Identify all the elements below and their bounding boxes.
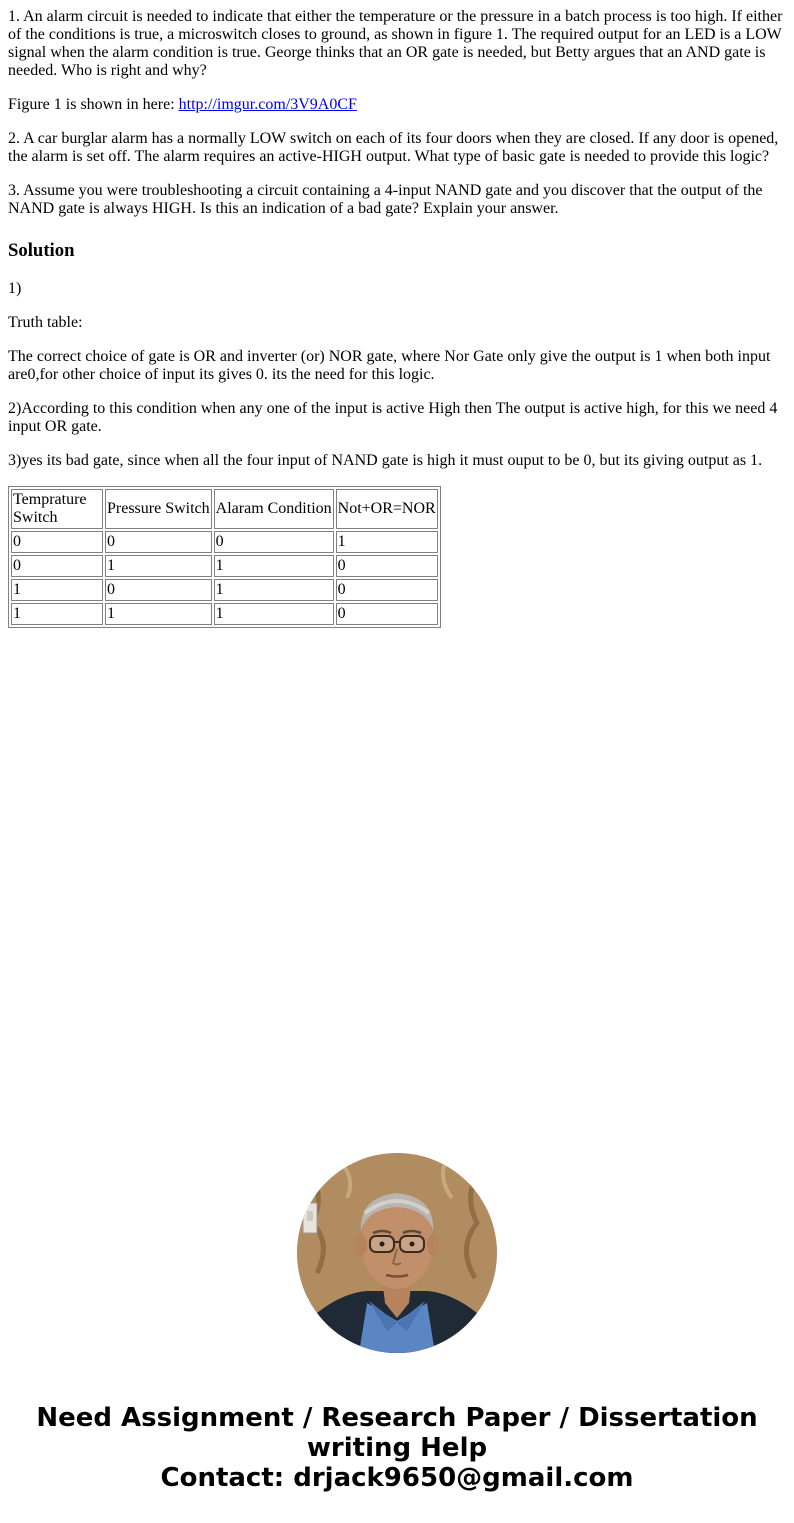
header-pressure-switch: Pressure Switch [105,489,212,529]
table-cell: 1 [11,603,103,625]
promo-text [0,1403,794,1493]
table-cell: 0 [105,531,212,553]
answer-2: 2)According to this condition when any one of the input is active High then The output is active high, for this we need 4 input OR gate. [8,400,778,435]
table-row [11,531,438,553]
question-1: 1. An alarm circuit is needed to indicate that either the temperature or the pressure in a batch process is too high. If either of the conditions is true, a microswitch closes to ground, as shown in figure 1. The required output for an LED is a LOW signal when the alarm condition is true. George thinks that an OR gate is needed, but Betty argues that an AND gate is needed. Who is right and why? [8,8,783,79]
header-nor-output: Not+OR=NOR [336,489,438,529]
figure-reference-label: Figure 1 is shown in here: [8,96,179,113]
table-cell: 0 [11,531,103,553]
header-alarm-condition: Alaram Condition [214,489,334,529]
table-header-row [11,489,438,529]
truth-table [8,486,441,628]
question-2: 2. A car burglar alarm has a normally LOW switch on each of its four doors when they are closed. If any door is opened, the alarm is set off. The alarm requires an active-HIGH output. What type of basic gate is needed to provide this logic? [8,130,779,165]
promo-footer [0,1153,794,1493]
table-cell: 1 [336,531,438,553]
table-row [11,579,438,601]
promo-line-1: Need Assignment / Research Paper / Dissertation writing Help [36,1403,758,1463]
question-3: 3. Assume you were troubleshooting a circuit containing a 4-input NAND gate and you discover that the output of the NAND gate is always HIGH. Is this an indication of a bad gate? Explain your answer. [8,182,763,217]
table-cell: 1 [214,603,334,625]
avatar [297,1153,497,1353]
answer-1-label: 1) [8,280,22,297]
table-cell: 1 [11,579,103,601]
solution-heading: Solution [8,240,75,261]
table-cell: 1 [214,579,334,601]
table-row [11,603,438,625]
figure-link[interactable]: http://imgur.com/3V9A0CF [178,96,357,113]
table-cell: 1 [105,555,212,577]
figure-reference [8,96,786,114]
table-cell: 0 [214,531,334,553]
table-cell: 0 [336,555,438,577]
avatar-portrait-image [297,1153,497,1353]
truth-table-label: Truth table: [8,314,83,331]
answer-1: The correct choice of gate is OR and inverter (or) NOR gate, where Nor Gate only give the output is 1 when both input are0,for other choice of input its gives 0. its the need for this logic. [8,348,771,383]
promo-contact: Contact: drjack9650@gmail.com [160,1463,634,1493]
table-cell: 1 [105,603,212,625]
table-cell: 1 [214,555,334,577]
document-body [8,8,786,628]
table-row [11,555,438,577]
table-cell: 0 [336,579,438,601]
table-cell: 0 [105,579,212,601]
header-temperature-switch: Temprature Switch [11,489,103,529]
answer-3: 3)yes its bad gate, since when all the four input of NAND gate is high it must ouput to be 0, but its giving output as 1. [8,452,763,469]
table-cell: 0 [336,603,438,625]
table-cell: 0 [11,555,103,577]
